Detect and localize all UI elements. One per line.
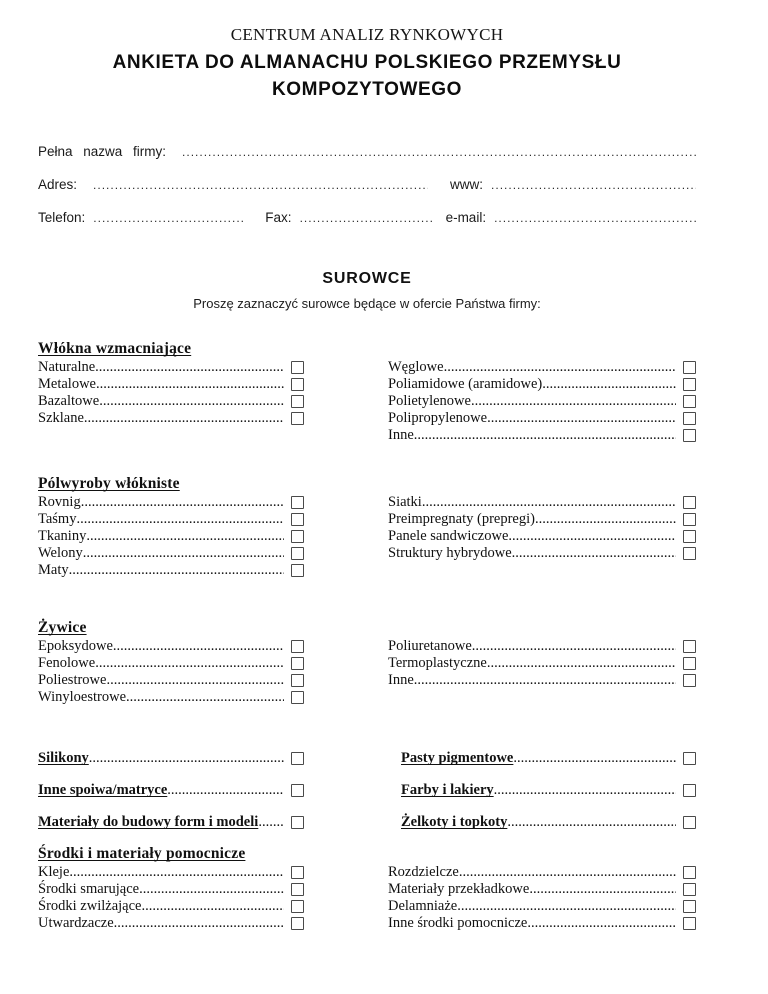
checkbox[interactable] [683, 547, 696, 560]
checkbox[interactable] [683, 378, 696, 391]
address-row [38, 177, 696, 194]
dot-leader [83, 545, 284, 562]
group-wlokna-wzmacniajace [38, 339, 696, 444]
checkbox[interactable] [291, 361, 304, 374]
phone-fax-email-row [38, 210, 696, 227]
survey-item [38, 689, 304, 706]
survey-item [401, 750, 696, 767]
dot-leader [141, 898, 284, 915]
fax-label: Fax: [265, 210, 292, 225]
phone-label: Telefon: [38, 210, 86, 225]
item-label: Taśmy [38, 511, 77, 527]
survey-item [38, 376, 304, 393]
address-label: Adres: [38, 177, 78, 192]
checkbox[interactable] [291, 640, 304, 653]
dot-leader [507, 814, 676, 831]
checkbox[interactable] [291, 752, 304, 765]
survey-item [38, 494, 304, 511]
checkbox[interactable] [291, 412, 304, 425]
dot-leader [86, 528, 284, 545]
survey-item [38, 359, 304, 376]
dot-leader [512, 545, 676, 562]
item-label: Winyloestrowe [38, 689, 127, 705]
checkbox[interactable] [291, 395, 304, 408]
item-label: Metalowe [38, 376, 96, 392]
survey-item [38, 864, 304, 881]
item-label: Węglowe [388, 359, 444, 375]
item-label: Polipropylenowe [388, 410, 488, 426]
item-label: Materiały przekładkowe [388, 881, 530, 897]
item-label: Epoksydowe [38, 638, 113, 654]
checkbox[interactable] [683, 657, 696, 670]
survey-item [38, 655, 304, 672]
document-title-line2: KOMPOZYTOWEGO [271, 79, 463, 100]
checkbox[interactable] [683, 866, 696, 879]
fax-field[interactable] [300, 211, 432, 225]
checkbox[interactable] [291, 547, 304, 560]
dot-leader [508, 528, 676, 545]
checkbox[interactable] [291, 816, 304, 829]
survey-item [388, 359, 696, 376]
document-title-line1: ANKIETA DO ALMANACHU POLSKIEGO PRZEMYSŁU [112, 52, 622, 73]
dot-leader [529, 881, 676, 898]
checkbox[interactable] [683, 513, 696, 526]
survey-item [388, 898, 696, 915]
checkbox[interactable] [683, 816, 696, 829]
item-label: Naturalne [38, 359, 96, 375]
checkbox[interactable] [683, 496, 696, 509]
group-heading: Włókna wzmacniające [38, 340, 192, 357]
www-field[interactable] [491, 178, 696, 192]
item-label: Poliestrowe [38, 672, 107, 688]
item-label: Farby i lakiery [401, 782, 494, 798]
dot-leader [69, 562, 284, 579]
survey-item [388, 393, 696, 410]
dot-leader [487, 410, 676, 427]
dot-leader [69, 864, 284, 881]
www-label: www: [450, 177, 484, 192]
checkbox[interactable] [291, 883, 304, 896]
checkbox[interactable] [291, 530, 304, 543]
checkbox[interactable] [683, 784, 696, 797]
section-instruction: Proszę zaznaczyć surowce będące w ofercie Państwa firmy: [193, 296, 541, 311]
item-label: Maty [38, 562, 69, 578]
item-label: Struktury hybrydowe [388, 545, 512, 561]
dot-leader [76, 511, 284, 528]
item-label: Termoplastyczne [388, 655, 487, 671]
item-label: Środki smarujące [38, 881, 140, 897]
survey-item [38, 750, 304, 767]
group-zywice [38, 618, 696, 706]
company-name-row [38, 144, 696, 161]
dot-leader [444, 359, 676, 376]
company-name-label: Pełna nazwa firmy: [38, 144, 167, 159]
item-label: Inne spoiwa/matryce [38, 782, 168, 798]
survey-item [388, 638, 696, 655]
checkbox[interactable] [291, 496, 304, 509]
dot-leader [99, 393, 284, 410]
survey-item [38, 814, 304, 831]
checkbox[interactable] [683, 674, 696, 687]
survey-item [388, 545, 696, 562]
item-label: Tkaniny [38, 528, 87, 544]
item-label: Środki zwilżające [38, 898, 142, 914]
dot-leader [139, 881, 284, 898]
dot-leader [126, 689, 284, 706]
checkbox[interactable] [291, 900, 304, 913]
item-label: Panele sandwiczowe [388, 528, 509, 544]
item-label: Inne [388, 427, 414, 443]
organization-name: CENTRUM ANALIZ RYNKOWYCH [230, 25, 504, 44]
item-label: Szklane [38, 410, 84, 426]
item-label: Silikony [38, 750, 89, 766]
survey-item [388, 376, 696, 393]
survey-item [38, 410, 304, 427]
checkbox[interactable] [683, 361, 696, 374]
item-label: Rozdzielcze [388, 864, 459, 880]
dot-leader [494, 782, 676, 799]
group-heading: Środki i materiały pomocnicze [38, 845, 246, 862]
survey-item [38, 511, 304, 528]
survey-item [401, 814, 696, 831]
item-label: Welony [38, 545, 83, 561]
checkbox[interactable] [683, 640, 696, 653]
item-label: Pasty pigmentowe [401, 750, 514, 766]
dot-leader [113, 638, 284, 655]
dot-leader [258, 814, 284, 831]
dot-leader [527, 915, 676, 932]
survey-item [388, 410, 696, 427]
survey-item [38, 898, 304, 915]
document-title [38, 49, 696, 103]
checkbox[interactable] [683, 412, 696, 425]
dot-leader [414, 427, 676, 444]
item-label: Rovnig [38, 494, 81, 510]
checkbox[interactable] [291, 674, 304, 687]
phone-field[interactable] [93, 211, 243, 225]
dot-leader [459, 864, 676, 881]
survey-item [388, 881, 696, 898]
group-heading: Pólwyroby włókniste [38, 475, 180, 492]
survey-item [401, 782, 696, 799]
checkbox[interactable] [291, 917, 304, 930]
group-heading: Żywice [38, 619, 87, 636]
section-title: SUROWCE [322, 270, 412, 287]
survey-item [38, 915, 304, 932]
dot-leader [472, 638, 676, 655]
item-label: Kleje [38, 864, 70, 880]
dot-leader [457, 898, 676, 915]
checkbox[interactable] [291, 513, 304, 526]
checkbox[interactable] [683, 917, 696, 930]
survey-item [38, 881, 304, 898]
survey-item [38, 672, 304, 689]
group-srodki-pomocnicze [38, 844, 696, 932]
survey-item [388, 915, 696, 932]
dot-leader [167, 782, 284, 799]
checkbox[interactable] [683, 395, 696, 408]
dot-leader [114, 915, 284, 932]
survey-item [388, 672, 696, 689]
survey-item [38, 528, 304, 545]
dot-leader [95, 655, 284, 672]
company-name-field[interactable] [182, 145, 696, 159]
item-label: Żelkoty i topkoty [401, 814, 508, 830]
survey-item [388, 511, 696, 528]
group-polwyroby-wlokniste [38, 474, 696, 579]
dot-leader [535, 511, 676, 528]
item-label: Siatki [388, 494, 422, 510]
dot-leader [81, 494, 284, 511]
item-label: Fenolowe [38, 655, 96, 671]
item-label: Polietylenowe [388, 393, 471, 409]
dot-leader [106, 672, 284, 689]
dot-leader [96, 376, 284, 393]
checkbox[interactable] [291, 866, 304, 879]
checkbox[interactable] [683, 752, 696, 765]
item-label: Poliamidowe (aramidowe) [388, 376, 543, 392]
dot-leader [422, 494, 676, 511]
item-label: Poliuretanowe [388, 638, 472, 654]
dot-leader [84, 410, 284, 427]
item-label: Bazaltowe [38, 393, 100, 409]
address-field[interactable] [93, 178, 428, 192]
checkbox[interactable] [291, 378, 304, 391]
survey-item [38, 562, 304, 579]
dot-leader [542, 376, 676, 393]
checkbox[interactable] [683, 900, 696, 913]
survey-item [388, 494, 696, 511]
survey-item [38, 393, 304, 410]
checkbox[interactable] [683, 530, 696, 543]
checkbox[interactable] [291, 657, 304, 670]
contact-form [38, 144, 696, 227]
email-label: e-mail: [445, 210, 487, 225]
survey-item [388, 427, 696, 444]
checkbox[interactable] [683, 429, 696, 442]
survey-item [38, 638, 304, 655]
standalone-items [38, 750, 696, 831]
checkbox[interactable] [683, 883, 696, 896]
item-label: Utwardzacze [38, 915, 114, 931]
dot-leader [95, 359, 284, 376]
checkbox[interactable] [291, 564, 304, 577]
survey-item [38, 545, 304, 562]
item-label: Materiały do budowy form i modeli [38, 814, 259, 830]
dot-leader [487, 655, 676, 672]
item-label: Inne środki pomocnicze [388, 915, 528, 931]
dot-leader [89, 750, 284, 767]
checkbox[interactable] [291, 691, 304, 704]
email-field[interactable] [494, 211, 696, 225]
dot-leader [513, 750, 676, 767]
item-label: Inne [388, 672, 414, 688]
survey-item [388, 864, 696, 881]
survey-item [38, 782, 304, 799]
item-label: Delamniaże [388, 898, 458, 914]
survey-item [388, 528, 696, 545]
survey-item [388, 655, 696, 672]
checkbox[interactable] [291, 784, 304, 797]
item-label: Preimpregnaty (prepregi) [388, 511, 535, 527]
dot-leader [471, 393, 676, 410]
dot-leader [414, 672, 676, 689]
